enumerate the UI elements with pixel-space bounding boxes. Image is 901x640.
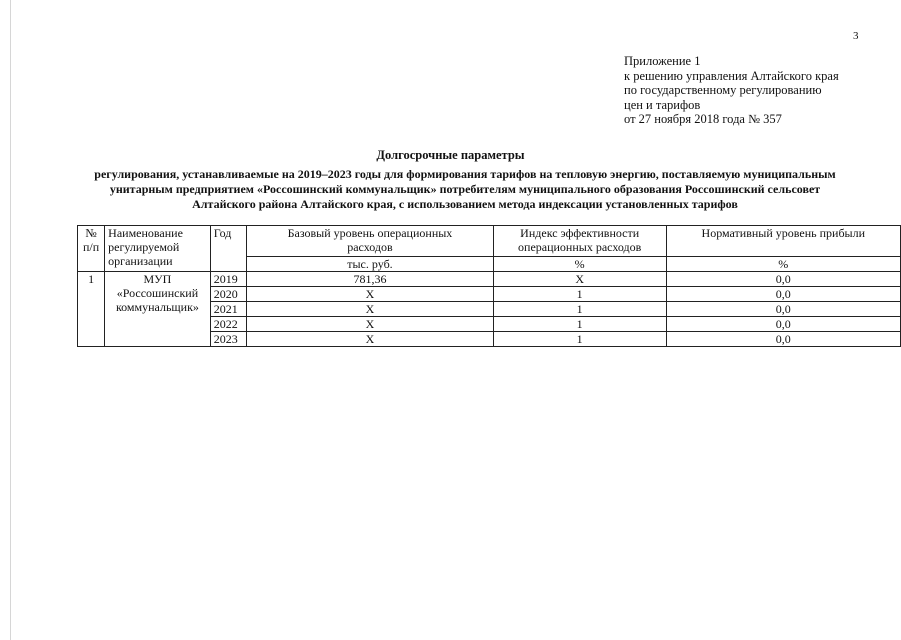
unit-profit: % [666,257,900,272]
document-subtitle [60,167,870,212]
unit-index: % [493,257,666,272]
header-number [78,226,105,272]
year-cell: 2021 [210,302,246,317]
header-text: Нормативный уровень прибыли [701,226,866,240]
header-base-expenses [247,226,494,257]
profit-cell: 0,0 [666,317,900,332]
year-cell: 2022 [210,317,246,332]
header-text: № [85,226,97,240]
base-cell: X [247,332,494,347]
year-cell: 2020 [210,287,246,302]
base-cell: X [247,317,494,332]
header-efficiency-index [493,226,666,257]
appendix-block [624,54,839,127]
index-cell: X [493,272,666,287]
header-text: регулируемой [108,240,180,254]
index-cell: 1 [493,287,666,302]
profit-cell: 0,0 [666,332,900,347]
organization-text: коммунальщик» [115,300,199,314]
index-cell: 1 [493,332,666,347]
subtitle-line: Алтайского района Алтайского края, с использованием метода индексации установленных тарифов [192,197,738,211]
table-row [78,272,901,287]
page-number: 3 [853,30,859,42]
appendix-line: цен и тарифов [624,97,701,112]
organization-text: МУП [143,272,172,286]
row-number: 1 [78,272,105,347]
organization-text: «Россошинский [116,286,199,300]
profit-cell: 0,0 [666,272,900,287]
subtitle-line: унитарным предприятием «Россошинский коммунальщик» потребителям муниципального образования Россошинский сельсовет [109,182,821,196]
index-cell: 1 [493,302,666,317]
year-cell: 2023 [210,332,246,347]
header-text: Наименование [108,226,183,240]
header-text: Год [213,226,232,240]
header-year [210,226,246,272]
header-text: организации [108,254,173,268]
unit-base: тыс. руб. [247,257,494,272]
index-cell: 1 [493,317,666,332]
table-header-row [78,226,901,257]
header-text: расходов [347,240,393,254]
appendix-line: от 27 ноября 2018 года № 357 [624,112,782,127]
header-text: п/п [82,240,100,254]
profit-cell: 0,0 [666,287,900,302]
appendix-line: к решению управления Алтайского края [624,68,839,83]
parameters-table [77,225,901,347]
header-text: операционных расходов [518,240,642,254]
scan-edge-line [10,0,11,640]
profit-cell: 0,0 [666,302,900,317]
base-cell: X [247,302,494,317]
base-cell: X [247,287,494,302]
header-text: Базовый уровень операционных [287,226,453,240]
document-title: Долгосрочные параметры [376,148,525,162]
header-profit-level [666,226,900,257]
base-cell: 781,36 [247,272,494,287]
appendix-line: Приложение 1 [624,54,701,68]
header-organization [105,226,211,272]
appendix-line: по государственному регулированию [624,83,822,98]
header-text: Индекс эффективности [520,226,640,240]
organization-name [105,272,211,347]
subtitle-line: регулирования, устанавливаемые на 2019–2023 годы для формирования тарифов на тепловую энергию, поставляемую муниципальным [94,167,836,181]
year-cell: 2019 [210,272,246,287]
